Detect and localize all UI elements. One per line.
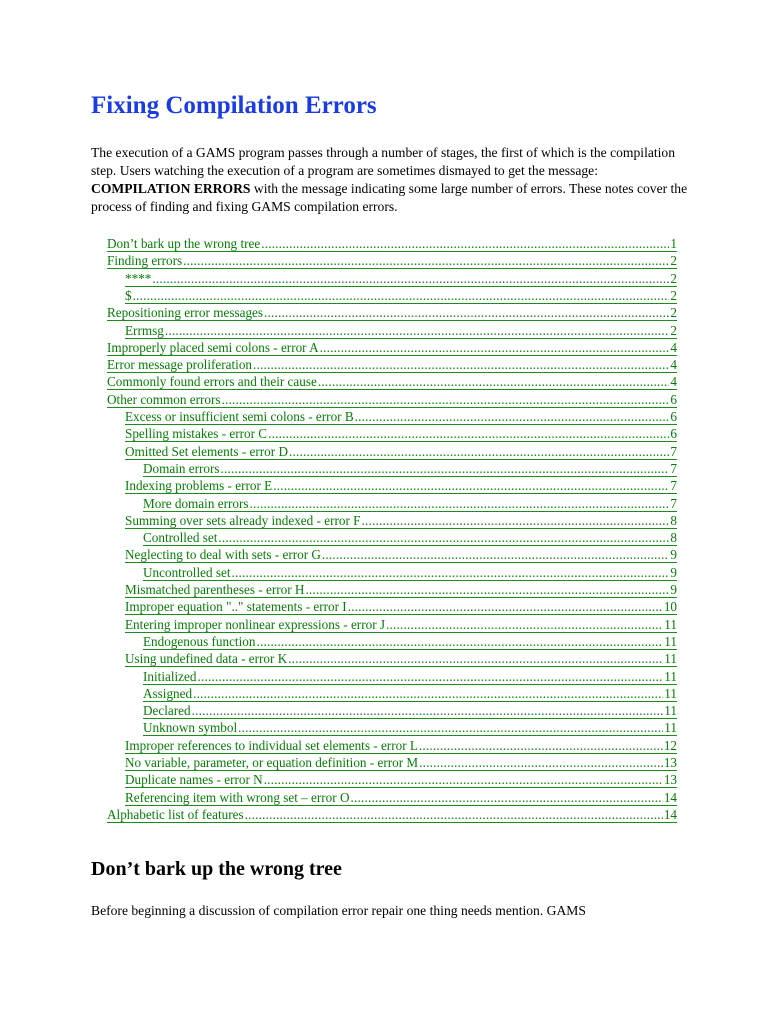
toc-entry-label: Duplicate names - error N <box>125 772 263 788</box>
toc-entry-page: 6 <box>670 409 677 424</box>
toc-entry-page: 9 <box>670 564 677 580</box>
toc-entry[interactable] <box>125 579 677 598</box>
toc-entry[interactable] <box>125 268 677 287</box>
toc-entry-page: 6 <box>670 391 677 407</box>
toc-entry-page: 11 <box>664 616 677 632</box>
toc-dot-leader <box>256 634 663 649</box>
toc-entry-label: Unknown symbol <box>143 720 238 736</box>
toc-dot-leader <box>305 582 669 597</box>
toc-entry[interactable] <box>143 527 677 546</box>
toc-dot-leader <box>218 530 669 545</box>
toc-entry-page: 11 <box>664 668 677 684</box>
toc-entry[interactable] <box>107 354 677 373</box>
toc-entry-page: 14 <box>663 789 677 805</box>
toc-entry-page: 14 <box>663 806 677 822</box>
toc-entry-label: **** <box>125 270 152 286</box>
toc-entry[interactable] <box>107 337 677 356</box>
toc-entry-label: Errmsg <box>125 322 164 338</box>
toc-entry-label: Don’t bark up the wrong tree <box>107 236 261 251</box>
intro-bold-message: COMPILATION ERRORS <box>91 181 251 196</box>
toc-dot-leader <box>289 444 669 459</box>
toc-entry-page: 7 <box>670 478 677 494</box>
toc-entry-label: Improper equation ".." statements - error I <box>125 599 347 615</box>
toc-dot-leader <box>386 617 663 632</box>
toc-dot-leader <box>320 340 670 355</box>
toc-entry-label: Other common errors <box>107 391 221 407</box>
toc-dot-leader <box>350 790 662 805</box>
toc-entry-page: 8 <box>670 512 677 528</box>
toc-entry[interactable] <box>107 250 677 269</box>
toc-entry-page: 4 <box>670 374 677 390</box>
toc-entry-label: Omitted Set elements - error D <box>125 443 288 459</box>
toc-entry[interactable] <box>125 510 677 529</box>
toc-entry-page: 11 <box>664 651 677 667</box>
toc-entry-label: Referencing item with wrong set – error O <box>125 789 350 805</box>
toc-dot-leader <box>288 651 663 666</box>
toc-entry-page: 7 <box>670 495 677 511</box>
toc-dot-leader <box>318 374 670 389</box>
toc-entry[interactable] <box>125 475 677 494</box>
toc-dot-leader <box>238 720 663 735</box>
toc-entry[interactable] <box>125 441 677 460</box>
toc-entry-page: 12 <box>663 737 677 753</box>
toc-dot-leader <box>197 669 663 684</box>
toc-entry-label: Mismatched parentheses - error H <box>125 582 305 597</box>
toc-entry-label: Assigned <box>143 685 193 701</box>
toc-dot-leader <box>249 496 669 511</box>
toc-entry[interactable] <box>125 648 677 667</box>
toc-entry[interactable] <box>107 371 677 390</box>
toc-entry[interactable] <box>107 302 677 321</box>
intro-text-end: with the message indicating some large number of errors. These notes cover the process of finding and fixing GAMS compilation errors. <box>91 181 688 214</box>
toc-entry[interactable] <box>107 804 677 823</box>
toc-entry-page: 2 <box>670 253 677 269</box>
toc-entry-page: 9 <box>670 547 677 563</box>
toc-entry-label: Domain errors <box>143 460 220 476</box>
toc-entry[interactable] <box>143 717 677 736</box>
toc-dot-leader <box>192 703 664 718</box>
toc-entry-label: Initialized <box>143 668 197 684</box>
toc-entry-label: $ <box>125 287 132 303</box>
toc-dot-leader <box>419 738 663 753</box>
page-title: Fixing Compilation Errors <box>91 92 377 119</box>
intro-text-start: The execution of a GAMS program passes through a number of stages, the first of which is the compilation step. Users watching the execution of a program are sometimes dismayed to get the message: <box>91 145 676 178</box>
toc-entry-page: 11 <box>664 703 677 719</box>
section-heading: Don’t bark up the wrong tree <box>91 858 342 880</box>
toc-entry[interactable] <box>125 406 677 425</box>
toc-entry-label: Commonly found errors and their cause <box>107 374 317 390</box>
toc-entry-page: 2 <box>670 287 677 303</box>
toc-entry-label: Alphabetic list of features <box>107 806 244 822</box>
toc-entry-label: Uncontrolled set <box>143 564 231 580</box>
toc-dot-leader <box>322 547 669 562</box>
toc-entry[interactable] <box>125 769 677 788</box>
toc-entry-page: 7 <box>670 443 677 459</box>
toc-entry[interactable] <box>125 544 677 563</box>
toc-dot-leader <box>253 357 669 372</box>
toc-entry[interactable] <box>125 752 677 771</box>
toc-dot-leader <box>268 426 669 441</box>
toc-entry-page: 10 <box>663 599 677 615</box>
toc-dot-leader <box>245 807 663 822</box>
toc-dot-leader <box>355 409 670 424</box>
toc-entry-page: 8 <box>670 530 677 546</box>
toc-entry-label: Finding errors <box>107 253 183 269</box>
toc-dot-leader <box>273 478 669 493</box>
toc-entry[interactable] <box>125 614 677 633</box>
toc-entry[interactable] <box>125 596 677 615</box>
toc-entry-page: 2 <box>670 322 677 338</box>
section-paragraph: Before beginning a discussion of compilation error repair one thing needs mention. GAMS <box>91 903 586 918</box>
toc-entry[interactable] <box>125 285 677 304</box>
toc-entry-page: 6 <box>670 426 677 442</box>
toc-entry-label: Endogenous function <box>143 633 256 649</box>
toc-entry[interactable] <box>125 423 677 442</box>
toc-dot-leader <box>361 513 669 528</box>
toc-entry[interactable] <box>125 735 677 754</box>
toc-entry-label: Entering improper nonlinear expressions - error J <box>125 616 386 632</box>
toc-dot-leader <box>261 236 669 251</box>
toc-entry-page: 7 <box>670 460 677 476</box>
toc-entry-label: Indexing problems - error E <box>125 478 273 494</box>
toc-dot-leader <box>183 253 669 268</box>
toc-entry[interactable] <box>125 320 677 339</box>
toc-dot-leader <box>348 599 663 614</box>
toc-dot-leader <box>221 461 670 476</box>
toc-entry-label: Using undefined data - error K <box>125 651 288 667</box>
toc-entry-label: No variable, parameter, or equation definition - error M <box>125 755 419 770</box>
toc-dot-leader <box>222 392 670 407</box>
toc-entry-label: Error message proliferation <box>107 357 253 373</box>
toc-entry[interactable] <box>143 683 677 702</box>
toc-entry-label: Excess or insufficient semi colons - error B <box>125 409 354 424</box>
toc-entry-label: Improperly placed semi colons - error A <box>107 339 319 355</box>
toc-entry-page: 2 <box>670 270 677 286</box>
toc-entry-label: Spelling mistakes - error C <box>125 426 268 442</box>
toc-entry-page: 13 <box>663 755 677 770</box>
toc-entry[interactable] <box>143 493 677 512</box>
toc-entry-label: Controlled set <box>143 530 218 546</box>
toc-entry[interactable] <box>143 666 677 685</box>
toc-entry[interactable] <box>107 389 677 408</box>
toc-entry-page: 9 <box>670 582 677 597</box>
toc-entry-label: Improper references to individual set elements - error L <box>125 737 418 753</box>
toc-entry-page: 4 <box>670 339 677 355</box>
toc-entry[interactable] <box>143 562 677 581</box>
toc-entry-page: 11 <box>664 720 677 736</box>
toc-entry[interactable] <box>143 458 677 477</box>
toc-entry[interactable] <box>107 233 677 252</box>
toc-entry-page: 11 <box>664 633 677 649</box>
toc-entry[interactable] <box>143 700 677 719</box>
toc-dot-leader <box>264 305 669 320</box>
toc-dot-leader <box>419 755 663 770</box>
toc-dot-leader <box>152 271 669 286</box>
toc-dot-leader <box>165 323 670 338</box>
toc-entry-page: 13 <box>663 772 677 788</box>
toc-dot-leader <box>133 288 670 303</box>
toc-dot-leader <box>232 565 670 580</box>
toc-entry-page: 4 <box>670 357 677 373</box>
intro-paragraph <box>91 144 691 216</box>
toc-entry-label: Declared <box>143 703 191 719</box>
toc-entry-page: 1 <box>670 236 677 251</box>
toc-dot-leader <box>193 686 663 701</box>
toc-entry-label: Repositioning error messages <box>107 305 264 321</box>
toc-entry-label: More domain errors <box>143 495 249 511</box>
toc-entry-page: 11 <box>664 685 677 701</box>
toc-entry-label: Summing over sets already indexed - error F <box>125 512 361 528</box>
toc-dot-leader <box>264 772 663 787</box>
toc-entry[interactable] <box>125 787 677 806</box>
toc-entry-page: 2 <box>670 305 677 321</box>
toc-entry-label: Neglecting to deal with sets - error G <box>125 547 321 563</box>
toc-entry[interactable] <box>143 631 677 650</box>
